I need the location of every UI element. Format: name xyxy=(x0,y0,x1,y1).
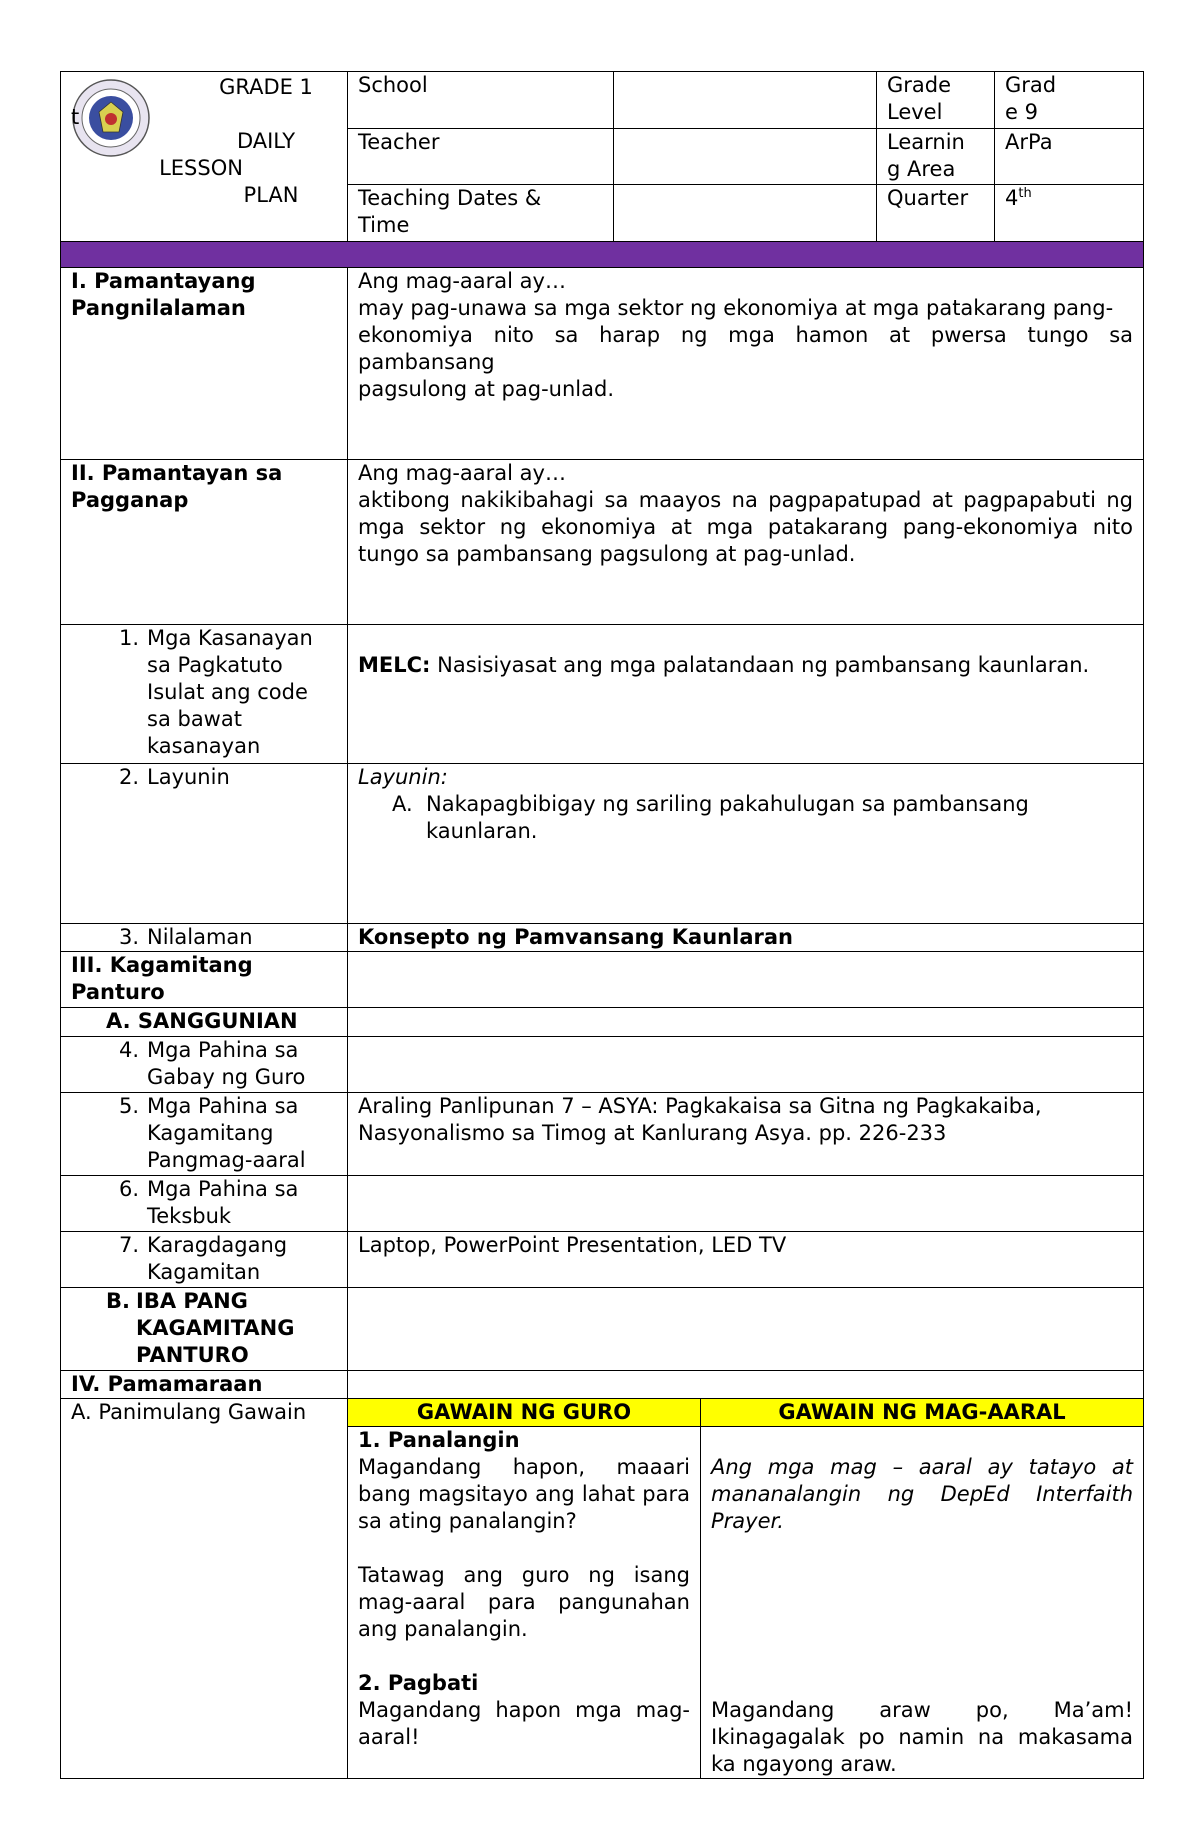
sanggunian-value xyxy=(348,1008,1144,1037)
item-6-label-cell xyxy=(61,1176,348,1232)
section-1-text: may pag-unawa sa mga sektor ng ekonomiya at mga patakarang pang- xyxy=(358,296,1114,320)
learning-area-value: ArPa xyxy=(995,129,1144,185)
item-4-number: 4. xyxy=(118,1038,139,1062)
item-1-label: Mga Kasanayan sa Pagkatuto Isulat ang code sa bawat kasanayan xyxy=(147,626,313,758)
section-2-intro: Ang mag-aaral ay… xyxy=(358,461,566,485)
title-line-1: GRADE 1 xyxy=(219,75,313,99)
header-title-cell xyxy=(61,72,348,242)
pagbati-text: Magandang hapon mga mag-aaral! xyxy=(358,1698,690,1749)
teacher-value xyxy=(614,129,877,185)
item-3-label-cell xyxy=(61,924,348,952)
iba-pang-label: B. IBA PANG KAGAMITANG PANTURO xyxy=(61,1288,348,1371)
item-1-number: 1. xyxy=(118,626,139,650)
item-2-label: Layunin xyxy=(147,765,230,789)
school-value xyxy=(614,72,877,129)
item-7-value: Laptop, PowerPoint Presentation, LED TV xyxy=(348,1232,1144,1288)
quarter-value xyxy=(995,185,1144,242)
item-7-number: 7. xyxy=(118,1233,139,1257)
section-1-content xyxy=(348,268,1144,460)
section-2-content xyxy=(348,460,1144,625)
panimulang-gawain-label: A. Panimulang Gawain xyxy=(61,1399,348,1779)
grade-level-label: Grade Level xyxy=(877,72,995,129)
item-4-label-cell xyxy=(61,1037,348,1093)
item-5-value: Araling Panlipunan 7 – ASYA: Pagkakaisa sa Gitna ng Pagkakaiba, Nasyonalismo sa Timog at Kanlurang Asya. pp. 226-233 xyxy=(348,1093,1144,1176)
melc-text: Nasisiyasat ang mga palatandaan ng pambansang kaunlaran. xyxy=(437,653,1090,677)
section-2-text: aktibong nakikibahagi sa maayos na pagpapatupad at pagpapabuti ng mga sektor ng ekonomiya at mga patakarang pang-ekonomiya nito tungo sa pambansang pagsulong at pag-unlad. xyxy=(358,488,1134,566)
panalangin-title: 1. Panalangin xyxy=(358,1428,520,1452)
purple-divider-band xyxy=(61,242,1144,268)
quarter-number: 4 xyxy=(1005,186,1019,210)
layunin-label: Layunin: xyxy=(358,765,448,789)
teacher-label: Teacher xyxy=(348,129,614,185)
pagbati-student-text: Magandang araw po, Ma’am! Ikinagagalak po namin na makasama ka ngayong araw. xyxy=(711,1698,1134,1776)
section-1-label: I. Pamantayang Pangnilalaman xyxy=(61,268,348,460)
section-2-label: II. Pamantayan sa Pagganap xyxy=(61,460,348,625)
quarter-label: Quarter xyxy=(877,185,995,242)
item-6-number: 6. xyxy=(118,1177,139,1201)
pagbati-title: 2. Pagbati xyxy=(358,1671,479,1695)
lesson-plan-table xyxy=(60,71,1144,1779)
item-2-number: 2. xyxy=(118,765,139,789)
teacher-activity-header: GAWAIN NG GURO xyxy=(348,1399,701,1427)
item-7-label-cell xyxy=(61,1232,348,1288)
section-3-value xyxy=(348,952,1144,1008)
lesson-plan-page xyxy=(60,71,1143,1779)
quarter-suffix: th xyxy=(1018,186,1032,201)
section-1-text-3: pagsulong at pag-unlad. xyxy=(358,377,614,401)
item-4-value xyxy=(348,1037,1144,1093)
item-5-label: Mga Pahina sa Kagamitang Pangmag-aaral xyxy=(147,1094,306,1172)
title-line-2: DAILY xyxy=(236,129,296,153)
item-3-number: 3. xyxy=(118,925,139,949)
item-1-label-cell xyxy=(61,625,348,764)
panalangin-text-2: Tatawag ang guro ng isang mag-aaral para pangunahan ang panalangin. xyxy=(358,1563,690,1641)
dates-label: Teaching Dates & Time xyxy=(348,185,614,242)
nilalaman-value: Konsepto ng Pamvansang Kaunlaran xyxy=(348,924,1144,952)
layunin-a-letter: A. xyxy=(392,792,413,816)
item-4-label: Mga Pahina sa Gabay ng Guro xyxy=(147,1038,306,1089)
item-3-label: Nilalaman xyxy=(147,925,253,949)
stray-letter: t xyxy=(71,105,80,129)
melc-label: MELC: xyxy=(358,653,431,677)
teacher-activity-cell xyxy=(348,1427,701,1779)
section-4-value xyxy=(348,1371,1144,1399)
item-6-label: Mga Pahina sa Teksbuk xyxy=(147,1177,299,1228)
panalangin-student-text: Ang mga mag – aaral ay tatayo at mananalangin ng DepEd Interfaith Prayer. xyxy=(711,1455,1134,1533)
learning-area-label: Learnin g Area xyxy=(877,129,995,185)
item-6-value xyxy=(348,1176,1144,1232)
melc-cell xyxy=(348,625,1144,764)
item-2-label-cell xyxy=(61,764,348,924)
title-line-4: PLAN xyxy=(243,183,299,207)
daily-lesson-plan-title xyxy=(191,74,341,155)
student-activity-header: GAWAIN NG MAG-AARAL xyxy=(701,1399,1144,1427)
layunin-a-text: Nakapagbibigay ng sariling pakahulugan sa pambansang kaunlaran. xyxy=(426,792,1029,843)
section-3-label: III. Kagamitang Panturo xyxy=(61,952,348,1008)
deped-seal-logo-icon xyxy=(71,78,151,158)
sanggunian-label: A. SANGGUNIAN xyxy=(61,1008,348,1037)
panalangin-text: Magandang hapon, maaari bang magsitayo ang lahat para sa ating panalangin? xyxy=(358,1455,690,1533)
school-label: School xyxy=(348,72,614,129)
item-5-label-cell xyxy=(61,1093,348,1176)
section-1-intro: Ang mag-aaral ay… xyxy=(358,269,566,293)
grade-level-value: Grad e 9 xyxy=(995,72,1144,129)
section-4-label: IV. Pamamaraan xyxy=(61,1371,348,1399)
item-7-label: Karagdagang Kagamitan xyxy=(147,1233,288,1284)
student-activity-cell xyxy=(701,1427,1144,1779)
section-1-text-2: ekonomiya nito sa harap ng mga hamon at pwersa tungo sa pambansang xyxy=(358,323,1134,374)
item-5-number: 5. xyxy=(118,1094,139,1118)
iba-pang-value xyxy=(348,1288,1144,1371)
dates-value xyxy=(614,185,877,242)
title-line-3: LESSON xyxy=(159,156,243,180)
layunin-cell xyxy=(348,764,1144,924)
